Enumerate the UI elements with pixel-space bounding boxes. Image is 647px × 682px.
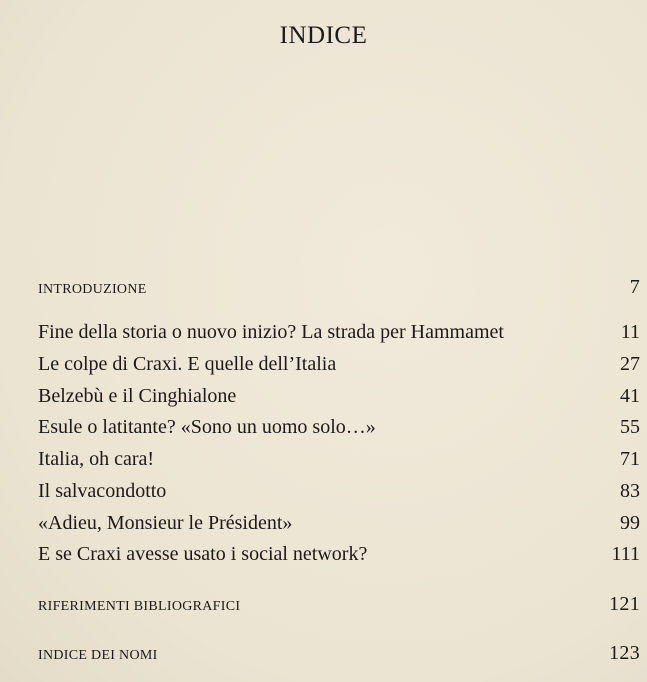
- toc-entry-label: INDICE DEI NOMI: [38, 648, 158, 663]
- toc-entry-label: Il salvacondotto: [38, 480, 167, 502]
- toc-entry-chapter-4: [38, 416, 640, 439]
- toc-entry-label: Le colpe di Craxi. E quelle dell’Italia: [38, 353, 337, 375]
- toc-entry-page: 121: [609, 593, 640, 615]
- toc-entry-chapter-1: [38, 321, 640, 344]
- toc-entry-chapter-6: [38, 480, 640, 503]
- toc-entry-chapter-2: [38, 353, 640, 376]
- toc-entry-page: 99: [620, 512, 640, 534]
- toc-entry-label: RIFERIMENTI BIBLIOGRAFICI: [38, 599, 241, 614]
- toc-entry-chapter-5: [38, 448, 640, 471]
- toc-entry-page: 11: [620, 321, 640, 343]
- toc-entry-chapter-8: [38, 543, 640, 566]
- toc-entry-page: 27: [620, 353, 640, 375]
- toc-entry-label: INTRODUZIONE: [38, 282, 147, 297]
- toc-entry-riferimenti: [38, 593, 640, 616]
- toc-entry-label: «Adieu, Monsieur le Président»: [38, 512, 293, 534]
- toc-entry-page: 123: [609, 642, 640, 664]
- toc-entry-indice-nomi: [38, 642, 640, 665]
- toc-entry-chapter-7: [38, 512, 640, 535]
- toc-entry-label: Fine della storia o nuovo inizio? La strada per Hammamet: [38, 321, 504, 343]
- toc-entry-label: E se Craxi avesse usato i social network?: [38, 543, 368, 565]
- toc-entry-page: 111: [611, 543, 640, 565]
- toc-entry-label: Belzebù e il Cinghialone: [38, 385, 237, 407]
- toc-entry-page: 71: [620, 448, 640, 470]
- page-title: INDICE: [279, 22, 368, 49]
- toc-entry-page: 55: [620, 416, 640, 438]
- toc-entry-introduzione: [38, 276, 640, 299]
- toc-entry-label: Esule o latitante? «Sono un uomo solo…»: [38, 416, 376, 438]
- toc-entry-page: 7: [629, 276, 640, 298]
- toc-entry-label: Italia, oh cara!: [38, 448, 155, 470]
- toc-entry-chapter-3: [38, 385, 640, 408]
- toc-entry-page: 41: [620, 385, 640, 407]
- toc-entry-page: 83: [620, 480, 640, 502]
